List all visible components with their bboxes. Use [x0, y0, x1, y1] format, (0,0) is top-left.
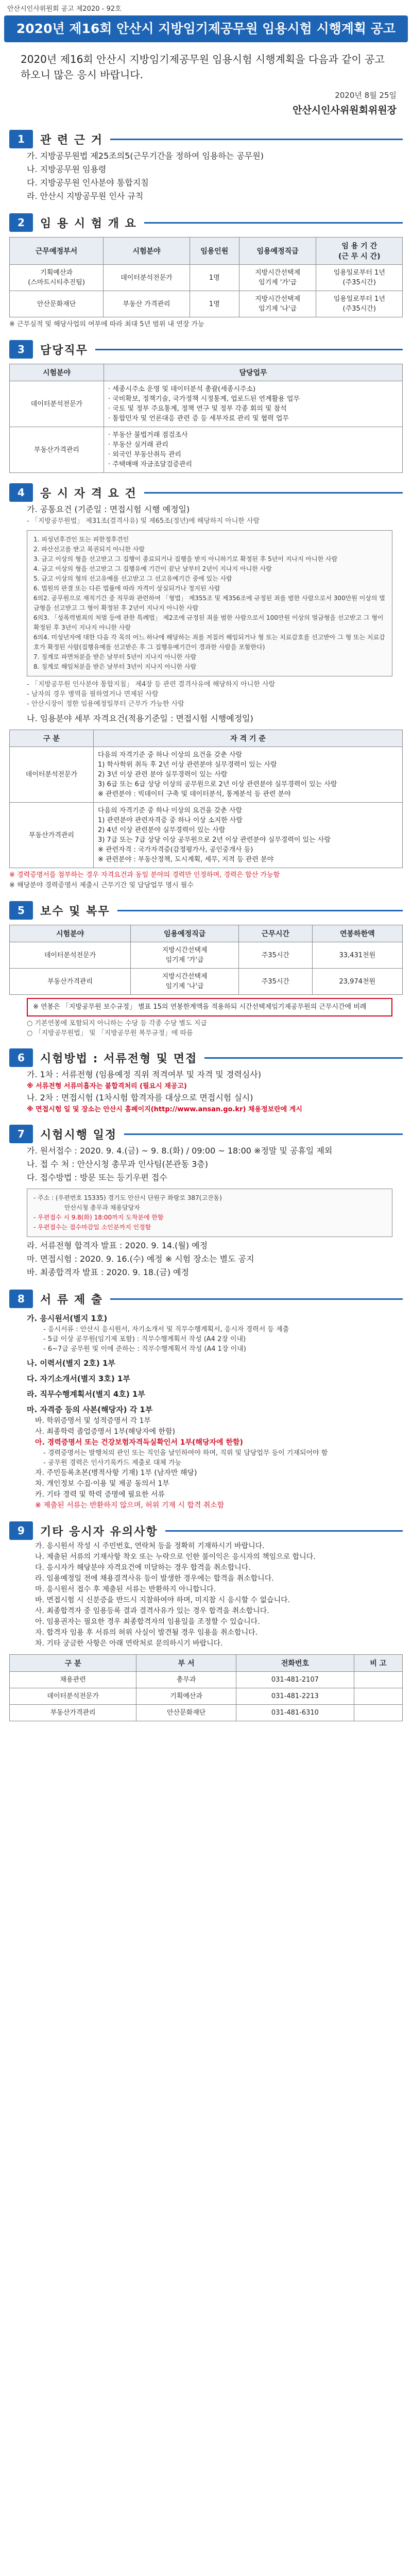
column-header: 연봉하한액 — [312, 925, 402, 942]
list-item: 자. 합격자 임용 후 서류의 허위 사실이 발견될 경우 임용을 취소합니다. — [35, 1629, 258, 1637]
list-item: 1. 피성년후견인 또는 피한정후견인 — [33, 536, 129, 543]
list-item: 라. 직무수행계획서(별지 4호) 1부 — [27, 1389, 145, 1399]
table-cell: 임용일로부터 1년 (주35시간) — [316, 265, 403, 291]
table-cell — [354, 1688, 402, 1705]
table-cell: 031-481-6310 — [236, 1705, 354, 1721]
table-cell: 데이터분석전문가 — [10, 1688, 136, 1705]
pay-note-box — [27, 998, 392, 1016]
table-cell: 총무과 — [136, 1672, 236, 1688]
list-item: - 우편접수 시 9.8(화) 18:00까지 도착분에 한함 — [33, 1214, 164, 1221]
list-item: - 응시서류 : 안산시 응시원서, 자기소개서 및 직무수행계획서, 응시자 경력서 등 제출 — [43, 1326, 289, 1333]
section-title: 보수 및 복무 — [40, 905, 110, 918]
section-duties — [0, 339, 412, 473]
section-exam-overview — [0, 212, 412, 330]
column-header: 부 서 — [136, 1655, 236, 1672]
list-item: - 6~7급 공무원 및 이에 준하는 : 직무수행계획서 작성 (A4 1장 이내) — [43, 1345, 246, 1353]
mail-address-box — [27, 1189, 392, 1237]
table-cell: 기획예산과 (스마트시티추진팀) — [10, 265, 104, 291]
section-divider — [110, 1298, 403, 1300]
column-header: 시험분야 — [10, 364, 104, 381]
section-number: 5 — [9, 901, 33, 920]
section-number: 3 — [9, 340, 33, 359]
column-header: 구 분 — [10, 1655, 136, 1672]
table-row — [10, 942, 403, 969]
list-item: 가. 1차 : 서류전형 (임용예정 직위 적격여부 및 자격 및 경력심사) — [27, 1070, 261, 1079]
table-note: ※ 근무실적 및 해당사업의 여부에 따라 최대 5년 범위 내 연장 가능 — [9, 320, 204, 328]
list-item: - 「지방공무원 인사분야 통합지침」 제4장 등 관련 결격사유에 해당하지 아니한 사람 — [27, 681, 276, 688]
table-row — [10, 291, 403, 317]
requirements-table — [9, 730, 403, 868]
list-item: 가. 응시원서(별지 1호) — [27, 1314, 108, 1323]
column-header: 임용인원 — [190, 238, 239, 265]
section-documents — [0, 1289, 412, 1511]
list-item: 7. 징계로 파면처분을 받은 날부터 5년이 지나지 아니한 사람 — [33, 653, 197, 660]
column-header: 비 고 — [354, 1655, 402, 1672]
list-item: - 우편접수는 접수마감일 소인분까지 인정함 — [33, 1224, 151, 1231]
table-row — [10, 381, 403, 427]
column-header: 근무예정부서 — [10, 238, 104, 265]
notice-number: 안산시인사위원회 공고 제2020 - 92호 — [7, 5, 122, 13]
column-header: 담당업무 — [104, 364, 403, 381]
column-header: 근무시간 — [239, 925, 313, 942]
table-cell: 안산문화재단 — [10, 291, 104, 317]
table-cell: 1명 — [190, 291, 239, 317]
pay-note: ○ 기본연봉에 포함되지 아니하는 수당 등 각종 수당 별도 지급 — [27, 1020, 207, 1027]
section-legal-basis — [0, 129, 412, 203]
table-cell: 기획예산과 — [136, 1688, 236, 1705]
list-item: 가. 지방공무원법 제25조의5(근무기간을 정하여 임용하는 공무원) — [27, 151, 264, 161]
table-cell: 지방시간선택제 임기제 '나'급 — [239, 291, 316, 317]
list-item: 마. 면접시험 : 2020. 9. 16.(수) 예정 ※ 시험 장소는 별도 공지 — [27, 1254, 254, 1264]
list-item: ※ 면접시험 일 및 장소는 안산시 홈페이지(http://www.ansan.go.kr) 채용정보란에 게시 — [27, 1106, 302, 1113]
section-number: 1 — [9, 130, 33, 148]
list-item: 나. 이력서(별지 2호) 1부 — [27, 1359, 115, 1368]
list-item: 가. 응시원서 작성 시 주민번호, 연락처 등을 정확히 기재하시기 바랍니다. — [35, 1542, 265, 1550]
pay-note: ※ 연봉은 「지방공무원 보수규정」 별표 15의 연봉한계액을 적용하되 시간선택제임기제공무원의 근무시간에 비례 — [33, 1003, 367, 1011]
subsection-note: - 「지방공무원법」 제31조(결격사유) 및 제65조(정년)에 해당하지 아니한 사람 — [27, 517, 260, 525]
notice-date: 2020년 8월 25일 — [335, 91, 397, 100]
table-row — [10, 1672, 403, 1688]
section-title: 담당직무 — [40, 344, 89, 357]
subsection-heading: 나. 임용분야 세부 자격요건(적용기준일 : 면접시험 시행예정일) — [27, 714, 253, 723]
table-cell: 33,431천원 — [312, 942, 402, 969]
list-item: 나. 접 수 처 : 안산시청 총무과 인사팀(본관동 3층) — [27, 1159, 209, 1169]
table-cell: 채용관련 — [10, 1672, 136, 1688]
section-number: 4 — [9, 483, 33, 502]
table-note: ※ 해당분야 경력증명서 제출시 근무기간 및 담당업무 명시 필수 — [9, 882, 194, 889]
table-cell: 다음의 자격기준 중 하나 이상의 요건을 갖춘 사람 1) 관련분야 관련자격증 중 하나 이상 소지한 사람 2) 4년 이상 관련분야 실무경력이 있는 사람 3) 7급 또는 7급 상당 이상 공무원으로 2년 이상 관련분야 실무경력이 있는 사람 ※ 관련자격 : 국가자격증(감정평가사, 공인중개사 등) ※ 관련분야 : 부동산정책, 도시계획, 세무, 지적 등 관련 분야 — [94, 803, 403, 868]
list-item: 나. 지방공무원 임용령 — [27, 164, 107, 174]
list-item: 사. 최종학력 졸업증명서 1부(해당자에 한함) — [35, 1428, 175, 1436]
list-item: 가. 원서접수 : 2020. 9. 4.(금) ~ 9. 8.(화) / 09:00 ~ 18:00 ※정말 및 공휴일 제외 — [27, 1146, 333, 1156]
disqualification-list — [27, 530, 392, 676]
list-item: 5. 금고 이상의 형의 선고유예를 선고받고 그 선고유예기간 중에 있는 사람 — [33, 575, 232, 582]
table-cell: 데이터분석전문가 — [10, 942, 131, 969]
section-title: 임 용 시 험 개 요 — [40, 217, 137, 230]
pay-table — [9, 925, 403, 995]
column-header: 임 용 기 간 (근 무 시 간) — [316, 238, 403, 265]
list-item: - 경력증명서는 발행처의 관인 또는 직인을 날인하여야 하며, 직위 및 담당업무 등이 기재되어야 함 — [43, 1449, 328, 1457]
table-cell: 데이터분석전문가 — [10, 747, 94, 803]
table-cell — [354, 1672, 402, 1688]
table-cell: 031-481-2213 — [236, 1688, 354, 1705]
section-number: 7 — [9, 1125, 33, 1143]
list-item: 바. 학위증명서 및 성적증명서 각 1부 — [35, 1417, 151, 1425]
list-item: - 남자의 경우 병역을 필하였거나 면제된 사람 — [27, 690, 159, 698]
table-cell: 지방시간선택제 임기제 '나'급 — [131, 969, 239, 995]
issuing-org: 안산시인사위원회위원장 — [293, 105, 397, 116]
table-cell: 데이터분석전문가 — [104, 265, 190, 291]
section-notices — [0, 1520, 412, 1721]
list-item: 자. 주민등록초본(병적사항 기재) 1부 (남자만 해당) — [35, 1469, 197, 1477]
table-cell: 23,974천원 — [312, 969, 402, 995]
section-divider — [144, 222, 403, 224]
list-item: 3. 금고 이상의 형을 선고받고 그 집행이 종료되거나 집행을 받지 아니하기로 확정된 후 5년이 지나지 아니한 사람 — [33, 555, 338, 563]
table-cell: · 세종시주소 운영 및 데이터분석 총괄(세종시주소) · 국비확보, 정책기술, 국가정책 시정통계, 업로드된 연계활용 업무 · 국토 및 정부 주요통계, 정책 연구 및 정부 각종 회의 및 참석 · 통합민자 및 언론대응 관련 증 등 세부자료 관리 및 협력 업무 — [104, 381, 403, 427]
section-title: 서 류 제 출 — [40, 1293, 103, 1307]
table-cell: 부동산가격관리 — [10, 803, 94, 868]
list-item: - 공무원 경력은 인사기록카드 제출로 대체 가능 — [43, 1459, 182, 1467]
table-cell: 주35시간 — [239, 942, 313, 969]
list-item: 라. 서류전형 합격자 발표 : 2020. 9. 14.(월) 예정 — [27, 1241, 208, 1250]
table-cell: 데이터분석전문가 — [10, 381, 104, 427]
list-item: - 주소 : (우편번호 15335) 경기도 안산시 단원구 화랑로 387(고잔동) — [33, 1194, 222, 1201]
subsection-heading: 가. 공통요건 (기준일 : 면접시험 시행 예정일) — [27, 504, 190, 514]
table-cell: 안산문화재단 — [136, 1705, 236, 1721]
table-cell: · 부동산 불법거래 점검조사 · 부동산 실거래 관리 · 외국인 부동산취득 관리 · 주택매매 자금조달검증관리 — [104, 427, 403, 473]
list-item: 다. 자기소개서(별지 3호) 1부 — [27, 1374, 130, 1383]
section-number: 9 — [9, 1521, 33, 1540]
section-divider — [144, 492, 403, 494]
list-item: 바. 최종합격자 발표 : 2020. 9. 18.(금) 예정 — [27, 1267, 190, 1277]
column-header: 임용예정직급 — [239, 238, 316, 265]
list-item: 아. 경력증명서 또는 건강보험자격득실확인서 1부(해당자에 한함) — [35, 1438, 243, 1447]
section-schedule — [0, 1124, 412, 1279]
list-item: 6의3. 「성폭력범죄의 처벌 등에 관한 특례법」 제2조에 규정된 죄를 범한 사람으로서 100만원 이상의 벌금형을 선고받고 그 형이 확정된 후 3년이 지나지 아니한 사람 — [33, 614, 384, 631]
overview-table — [9, 237, 403, 317]
section-divider — [110, 139, 403, 140]
table-row — [10, 747, 403, 803]
list-item: 라. 안산시 지방공무원 인사 규칙 — [27, 191, 144, 201]
section-title: 기타 응시자 유의사항 — [40, 1525, 158, 1538]
section-number: 2 — [9, 213, 33, 232]
column-header: 시험분야 — [10, 925, 131, 942]
column-header: 구 분 — [10, 730, 94, 747]
column-header: 자 격 기 준 — [94, 730, 403, 747]
list-item: ※ 서류전형 서류미흡자는 불합격처리 (필요시 재공고) — [27, 1082, 187, 1090]
table-cell: 부동산가격관리 — [10, 969, 131, 995]
list-item: 다. 지방공무원 인사분야 통합지침 — [27, 178, 149, 188]
table-cell: 임용일로부터 1년 (주35시간) — [316, 291, 403, 317]
table-note: ※ 경력증명서를 첨부하는 경우 자격요건과 동일 분야의 경력만 인정하며, 경력은 합산 가능함 — [9, 871, 280, 879]
pay-note: ○ 「지방공무원법」 및 「지방공무원 복무규정」에 따름 — [27, 1029, 193, 1037]
page-title: 2020년 제16회 안산시 지방임기제공무원 임용시험 시행계획 공고 — [4, 15, 408, 42]
section-divider — [117, 910, 403, 911]
section-divider — [95, 349, 403, 350]
list-item: 다. 접수방법 : 방문 또는 등기우편 접수 — [27, 1173, 167, 1182]
section-divider — [124, 1133, 403, 1135]
table-row — [10, 427, 403, 473]
table-cell: 1명 — [190, 265, 239, 291]
intro-text: 2020년 제16회 안산시 지방임기제공무원 임용시험 시행계획을 다음과 같이 공고하오니 많은 응시 바랍니다. — [21, 53, 385, 81]
list-item: - 5급 이상 공무원(임기제 포함) : 직무수행계획서 작성 (A4 2장 이내) — [43, 1335, 246, 1343]
section-number: 8 — [9, 1290, 33, 1308]
section-title: 시험시행 일정 — [40, 1128, 117, 1142]
table-cell: 다음의 자격기준 중 하나 이상의 요건을 갖춘 사람 1) 학사학위 취득 후 2년 이상 관련분야 실무경력이 있는 사람 2) 3년 이상 관련 분야 실무경력이 있는 사람 3) 6급 또는 6급 상당 이상의 공무원으로 2년 이상 관련분야 실무경력이 있는 사람 ※ 관련분야 : 빅데이터 구축 및 데이터분석, 통계분석 등 관련 분야 — [94, 747, 403, 803]
list-item: 4. 금고 이상의 형을 선고받고 그 집행유예 기간이 끝난 날부터 2년이 지나지 아니한 사람 — [33, 565, 272, 572]
table-cell: 부동산가격관리 — [10, 1705, 136, 1721]
list-item: 나. 2차 : 면접시험 (1차시험 합격자를 대상으로 면접시험 실시) — [27, 1093, 253, 1103]
list-item: 6의4. 미성년자에 대한 다음 각 목의 어느 하나에 해당하는 죄를 저질러 해임되거나 형 또는 치료감호를 선고받아 그 형 또는 치료감호가 확정된 사람(집행유예를 선고받은 후 그 집행유예기간이 경과한 사람을 포함한다) — [33, 634, 385, 651]
column-header: 시험분야 — [104, 238, 190, 265]
section-title: 관 련 근 거 — [40, 133, 103, 147]
list-item: 6의2. 공무원으로 재직기간 중 직무와 관련하여 「형법」 제355조 및 제356조에 규정된 죄를 범한 사람으로서 300만원 이상의 벌금형을 선고받고 그 형이 확정된 후 2년이 지나지 아니한 사람 — [33, 595, 385, 612]
list-item: 다. 응시자가 해당분야 자격요건에 미달하는 경우 합격을 취소합니다. — [35, 1564, 251, 1572]
section-eligibility — [0, 482, 412, 891]
list-item: 마. 자격증 등의 사본(해당자) 각 1부 — [27, 1405, 153, 1414]
section-pay — [0, 900, 412, 1038]
contact-table — [9, 1654, 403, 1721]
table-row — [10, 969, 403, 995]
list-item: - 안산시장이 정한 임용예정일부터 근무가 가능한 사람 — [27, 700, 184, 708]
list-item: 카. 기타 경력 및 학력 증명에 필요한 서류 — [35, 1490, 165, 1499]
table-cell: 부동산가격관리 — [10, 427, 104, 473]
list-item: 아. 임용권자는 필요한 경우 최종합격자의 임용일을 조정할 수 있습니다. — [35, 1618, 260, 1626]
table-cell: 지방시간선택제 임기제 '가'급 — [131, 942, 239, 969]
list-item: 차. 개인정보 수집·이용 및 제공 동의서 1부 — [35, 1480, 169, 1488]
table-cell: 지방시간선택제 임기제 '가'급 — [239, 265, 316, 291]
list-item: 안산시청 총무과 채용담당자 — [64, 1204, 140, 1211]
table-cell: 부동산 가격관리 — [104, 291, 190, 317]
list-item: 8. 징계로 해임처분을 받은 날부터 3년이 지나지 아니한 사람 — [33, 663, 197, 670]
table-row — [10, 1688, 403, 1705]
list-item: 바. 면접시험 시 신분증을 반드시 지참하여야 하며, 미지참 시 응시할 수 없습니다. — [35, 1596, 290, 1604]
table-cell: 주35시간 — [239, 969, 313, 995]
table-row — [10, 265, 403, 291]
section-number: 6 — [9, 1048, 33, 1067]
section-divider — [165, 1530, 403, 1532]
section-title: 응 시 자 격 요 건 — [40, 487, 137, 500]
column-header: 임용예정직급 — [131, 925, 239, 942]
section-exam-method — [0, 1047, 412, 1114]
list-item: 라. 임용예정일 전에 채용결격사유 등이 발생한 경우에는 합격을 취소합니다. — [35, 1574, 274, 1583]
table-cell: 031-481-2107 — [236, 1672, 354, 1688]
list-item: 사. 최종합격자 중 임용등록 결과 결격사유가 있는 경우 합격을 취소합니다. — [35, 1607, 269, 1615]
table-row — [10, 803, 403, 868]
section-divider — [204, 1057, 403, 1059]
list-item: ※ 제출된 서류는 반환하지 않으며, 허위 기재 시 합격 취소함 — [35, 1501, 225, 1510]
duties-table — [9, 364, 403, 473]
section-title: 시험방법 : 서류전형 및 면접 — [40, 1052, 198, 1065]
table-row — [10, 1705, 403, 1721]
table-cell — [354, 1705, 402, 1721]
list-item: 마. 응시원서 접수 후 제출된 서류는 반환하지 아니합니다. — [35, 1585, 216, 1594]
list-item: 6. 법원의 판결 또는 다른 법률에 따라 자격이 상실되거나 정지된 사람 — [33, 585, 220, 592]
list-item: 차. 기타 궁금한 사항은 아래 연락처로 문의하시기 바랍니다. — [35, 1639, 223, 1648]
list-item: 2. 파산선고를 받고 복권되지 아니한 사람 — [33, 546, 145, 553]
list-item: 나. 제출된 서류의 기재사항 착오 또는 누락으로 인한 불이익은 응시자의 책임으로 합니다. — [35, 1553, 316, 1561]
column-header: 전화번호 — [236, 1655, 354, 1672]
